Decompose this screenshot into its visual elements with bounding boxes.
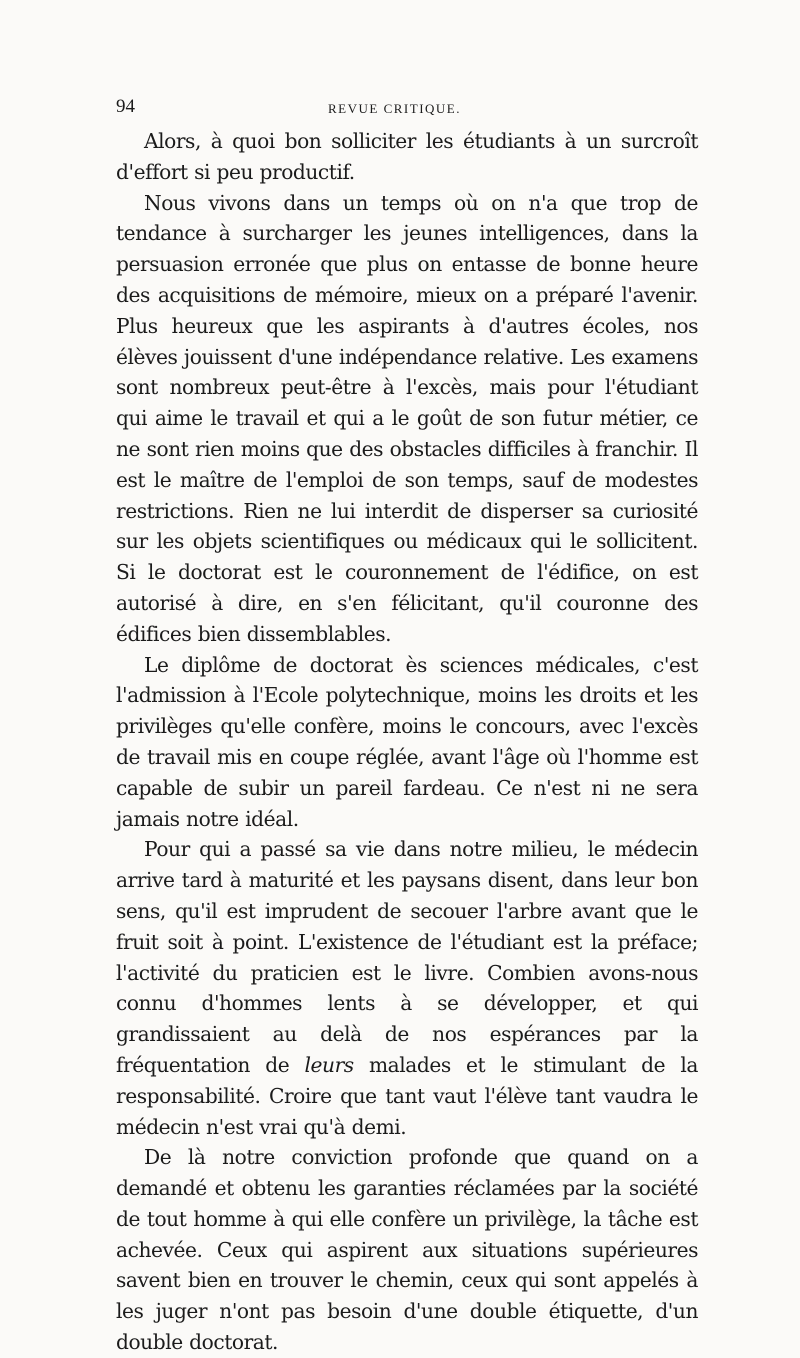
page-number: 94 xyxy=(116,96,135,117)
paragraph-text: Pour qui a passé sa vie dans notre milieu, le médecin arrive tard à maturité et les paysans disent, dans leur bon sens, qu'il est imprudent de secouer l'arbre avant que le fruit soit à point. L'existence de l'étudiant est la préface; l'activité du praticien est le livre. Combien avons-nous connu d'hommes lents à se développer, et qui grandissaient au delà de nos espérances par la fréquentation de xyxy=(116,837,698,1077)
paragraph-text: malades et le stimulant de la responsabilité. Croire que tant vaut l'élève tant vaudra le médecin n'est vrai qu'à demi. xyxy=(116,1052,699,1139)
running-header xyxy=(116,96,698,126)
paragraph: Le diplôme de doctorat ès sciences médicales, c'est l'admission à l'Ecole polytechnique, moins les droits et les privilèges qu'elle confère, moins le concours, avec l'excès de travail mis en coupe réglée, avant l'âge où l'homme est capable de subir un pareil fardeau. Ce n'est ni ne sera jamais notre idéal. xyxy=(116,652,698,831)
paragraph xyxy=(116,834,698,1142)
paragraph: De là notre conviction profonde que quand on a demandé et obtenu les garanties réclamées par la société de tout homme à qui elle confère un privilège, la tâche est achevée. Ceux qui aspirent aux situations supérieures savent bien en trouver le chemin, ceux qui sont appelés à les juger n'ont pas besoin d'une double étiquette, d'un double doctorat. xyxy=(116,1145,698,1355)
paragraph: Nous vivons dans un temps où on n'a que trop de tendance à surcharger les jeunes intelligences, dans la persuasion erronée que plus on entasse de bonne heure des acquisitions de mémoire, mieux on a préparé l'avenir. Plus heureux que les aspirants à d'autres écoles, nos élèves jouissent d'une indépendance relative. Les examens sont nombreux peut-être à l'excès, mais pour l'étudiant qui aime le travail et qui a le goût de son futur métier, ce ne sont rien moins que des obstacles difficiles à franchir. Il est le maître de l'emploi de son temps, sauf de modestes restrictions. Rien ne lui interdit de disperser sa curiosité sur les objets scientifiques ou médicaux qui le sollicitent. Si le doctorat est le couronnement de l'édifice, on est autorisé à dire, en s'en félicitant, qu'il couronne des édifices bien dissemblables. xyxy=(116,190,698,646)
body-text xyxy=(116,126,698,1358)
italic-emphasis: leurs xyxy=(304,1052,354,1077)
running-title: REVUE CRITIQUE. xyxy=(328,101,461,116)
page xyxy=(116,96,698,1358)
paragraph: Alors, à quoi bon solliciter les étudiants à un surcroît d'effort si peu productif. xyxy=(116,129,698,184)
